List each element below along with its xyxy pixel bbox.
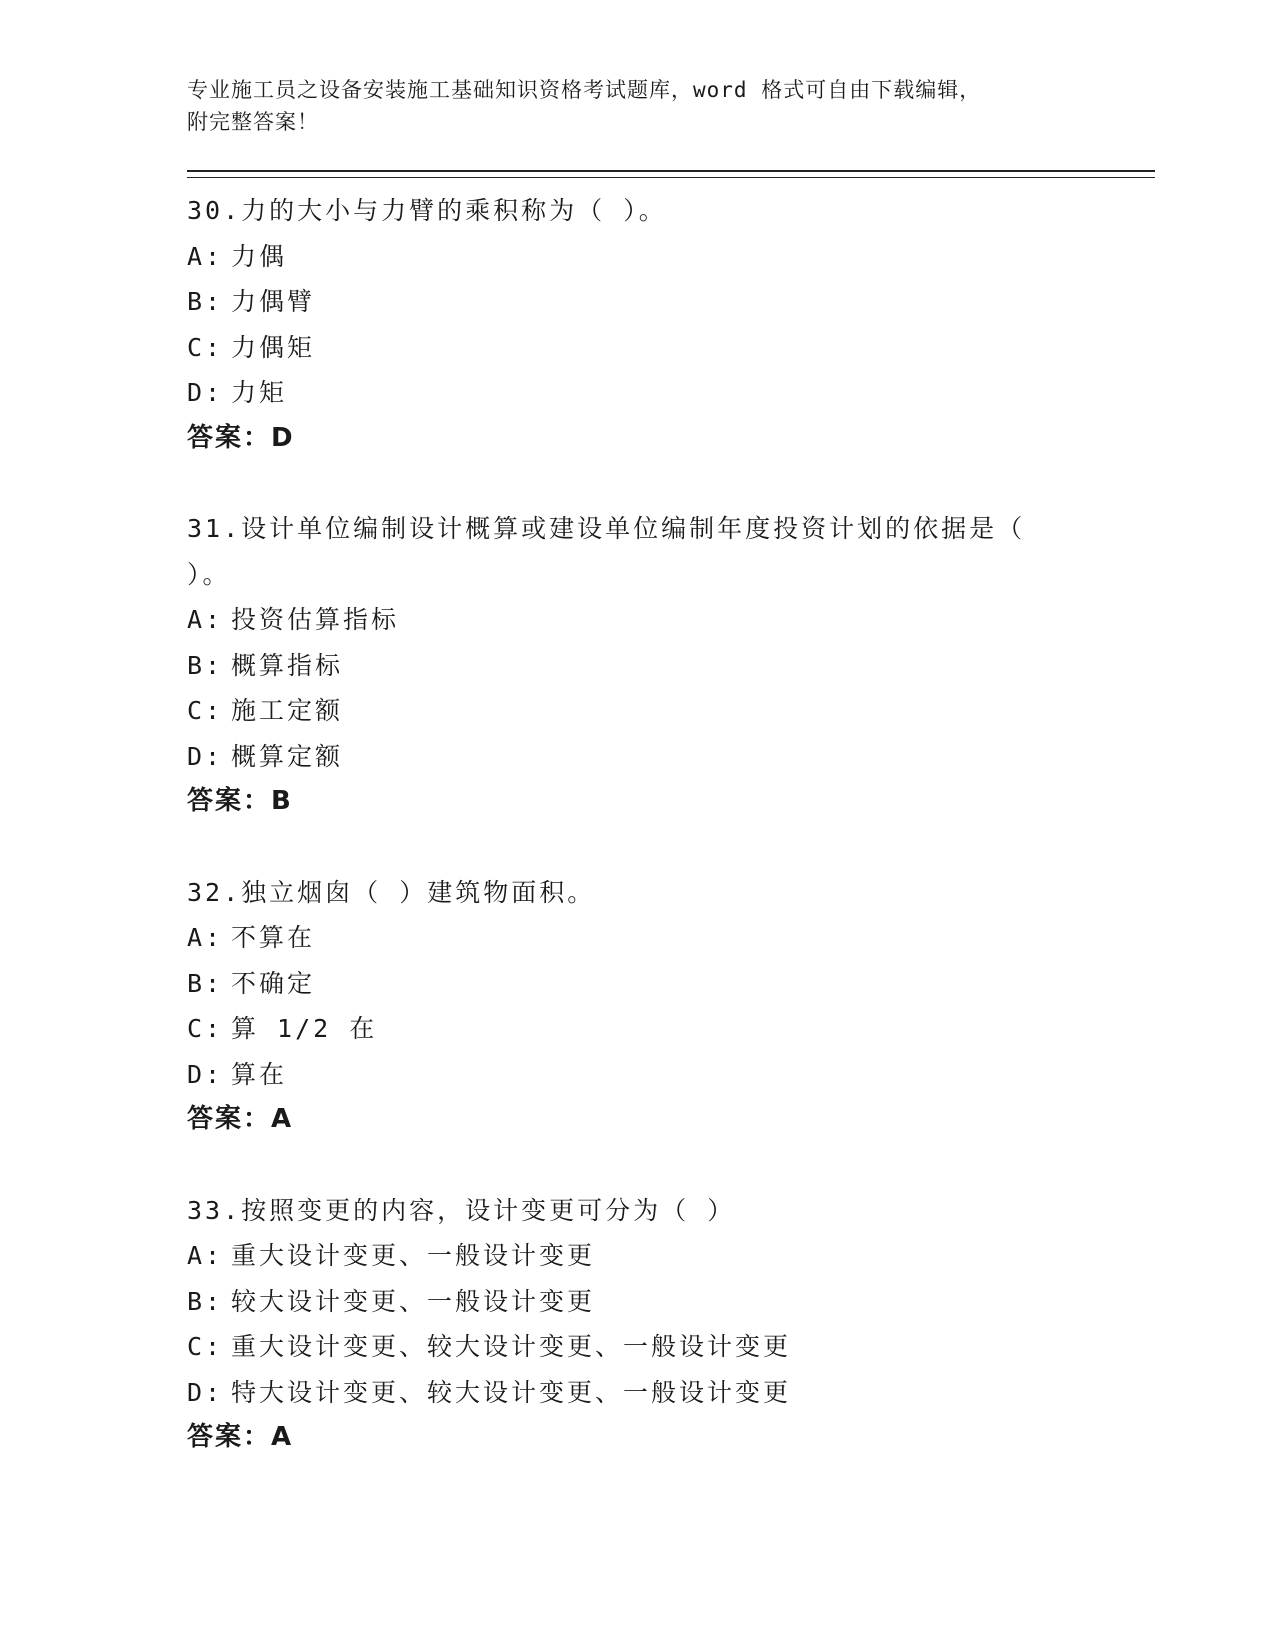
option-a [187,597,1155,643]
question-stem: 31.设计单位编制设计概算或建设单位编制年度投资计划的依据是（ ）。 [187,514,1026,589]
option-key: B: [187,1286,224,1316]
option-text: 重大设计变更、较大设计变更、一般设计变更 [231,1332,792,1361]
option-text: 算 1/2 在 [231,1014,378,1043]
option-key: A: [187,923,224,952]
question-list [187,188,1155,1461]
option-text: 力偶臂 [231,287,316,316]
option-text: 重大设计变更、一般设计变更 [231,1241,596,1270]
option-b [187,961,1155,1007]
option-text: 不确定 [231,968,316,998]
question-stem: 33.按照变更的内容，设计变更可分为（ ） [187,1195,736,1225]
option-key: B: [187,650,224,680]
option-key: C: [187,332,224,362]
answer-line: 答案：A [187,1422,294,1452]
option-key: D: [187,1059,224,1089]
header-divider [187,170,1155,178]
option-text: 概算指标 [231,650,344,680]
option-b [187,279,1155,325]
question-stem: 30.力的大小与力臂的乘积称为（ ）。 [187,196,667,225]
answer-line: 答案：B [187,786,293,816]
option-text: 力矩 [231,378,288,407]
option-text: 施工定额 [231,696,344,725]
option-key: C: [187,1014,224,1043]
option-key: D: [187,741,224,771]
question-31 [187,506,1155,825]
option-d [187,370,1155,416]
option-d [187,734,1155,780]
option-d [187,1370,1155,1416]
option-text: 较大设计变更、一般设计变更 [231,1286,596,1316]
option-key: A: [187,1241,224,1270]
document-header [187,74,1155,138]
option-key: A: [187,241,224,271]
question-32 [187,870,1155,1143]
option-b [187,643,1155,689]
question-30 [187,188,1155,461]
question-stem: 32.独立烟囱（ ）建筑物面积。 [187,877,596,907]
option-a [187,234,1155,280]
option-text: 力偶矩 [231,332,316,362]
answer-line: 答案：A [187,1104,294,1134]
option-text: 特大设计变更、较大设计变更、一般设计变更 [231,1377,792,1407]
option-a [187,915,1155,961]
option-c [187,1006,1155,1052]
option-key: C: [187,696,224,725]
header-line-2: 附完整答案！ [187,110,319,134]
option-text: 算在 [231,1059,288,1089]
option-text: 概算定额 [231,741,344,771]
option-c [187,325,1155,371]
option-text: 不算在 [231,923,316,952]
option-c [187,1324,1155,1370]
option-c [187,688,1155,734]
option-key: C: [187,1332,224,1361]
option-key: D: [187,378,224,407]
question-33 [187,1188,1155,1461]
option-key: D: [187,1377,224,1407]
option-text: 投资估算指标 [231,605,400,634]
option-key: A: [187,605,224,634]
document-page [187,70,1155,1506]
option-b [187,1279,1155,1325]
option-text: 力偶 [231,241,288,271]
option-key: B: [187,287,224,316]
answer-line: 答案：D [187,422,295,453]
header-line-1: 专业施工员之设备安装施工基础知识资格考试题库，word 格式可自由下载编辑， [187,78,982,102]
option-a [187,1233,1155,1279]
option-d [187,1052,1155,1098]
option-key: B: [187,968,224,998]
